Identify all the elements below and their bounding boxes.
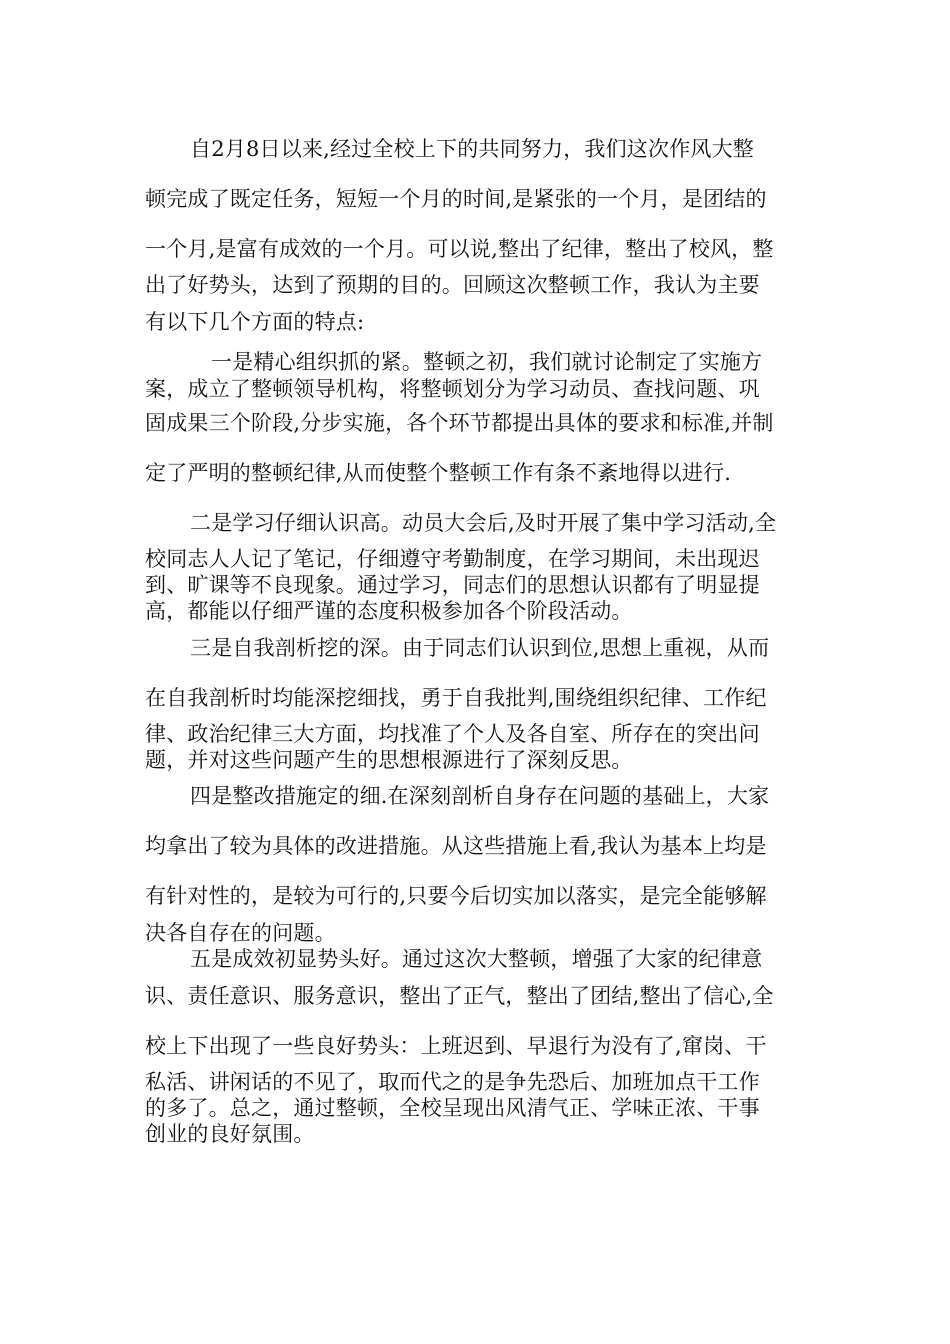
text-line: 校同志人人记了笔记，仔细遵守考勤制度，在学习期间，未出现迟 — [145, 547, 760, 571]
text-line: 有针对性的，是较为可行的,只要今后切实加以落实，是完全能够解 — [145, 884, 767, 908]
text-line: 定了严明的整顿纪律,从而使整个整顿工作有条不紊地得以进行. — [145, 461, 732, 485]
text-line: 校上下出现了一些良好势头：上班迟到、早退行为没有了,窜岗、干 — [145, 1034, 767, 1058]
text-line: 高，都能以仔细严谨的态度积极参加各个阶段活动。 — [145, 599, 633, 623]
text-line: 案，成立了整顿领导机构，将整顿划分为学习动员、查找问题、巩 — [145, 377, 760, 401]
text-line: 有以下几个方面的特点: — [145, 310, 365, 334]
text-line: 的多了。总之，通过整顿，全校呈现出风清气正、学味正浓、干事 — [145, 1096, 760, 1120]
text-line: 固成果三个阶段,分步实施，各个环节都提出具体的要求和标准,并制 — [145, 411, 774, 435]
text-line: 题，并对这些问题产生的思想根源进行了深刻反思。 — [145, 748, 633, 772]
text-line: 自2月8日以来,经过全校上下的共同努力，我们这次作风大整 — [190, 137, 754, 161]
text-line: 二是学习仔细认识高。动员大会后,及时开展了集中学习活动,全 — [190, 511, 777, 535]
text-line: 识、责任意识、服务意识，整出了正气，整出了团结,整出了信心,全 — [145, 984, 774, 1008]
text-line: 出了好势头，达到了预期的目的。回顾这次整顿工作，我认为主要 — [145, 273, 760, 297]
text-line: 创业的良好氛围。 — [145, 1122, 315, 1146]
text-line: 五是成效初显势头好。通过这次大整顿，增强了大家的纪律意 — [190, 947, 763, 971]
text-line: 一是精心组织抓的紧。整顿之初，我们就讨论制定了实施方 — [211, 350, 763, 374]
text-line: 顿完成了既定任务，短短一个月的时间,是紧张的一个月，是团结的 — [145, 187, 767, 211]
text-line: 均拿出了较为具体的改进措施。从这些措施上看,我认为基本上均是 — [145, 834, 767, 858]
text-line: 私活、讲闲话的不见了，取而代之的是争先恐后、加班加点干工作 — [145, 1070, 760, 1094]
text-line: 律、政治纪律三大方面，均找准了个人及各自室、所存在的突出问 — [145, 722, 760, 746]
text-line: 决各自存在的问题。 — [145, 921, 336, 945]
text-line: 一个月,是富有成效的一个月。可以说,整出了纪律，整出了校风，整 — [145, 237, 774, 261]
text-line: 在自我剖析时均能深挖细找，勇于自我批判,围绕组织纪律、工作纪 — [145, 686, 767, 710]
text-line: 四是整改措施定的细.在深刻剖析自身存在问题的基础上，大家 — [190, 784, 770, 808]
text-line: 到、旷课等不良现象。通过学习，同志们的思想认识都有了明显提 — [145, 573, 760, 597]
text-line: 三是自我剖析挖的深。由于同志们认识到位,思想上重视，从而 — [190, 636, 770, 660]
